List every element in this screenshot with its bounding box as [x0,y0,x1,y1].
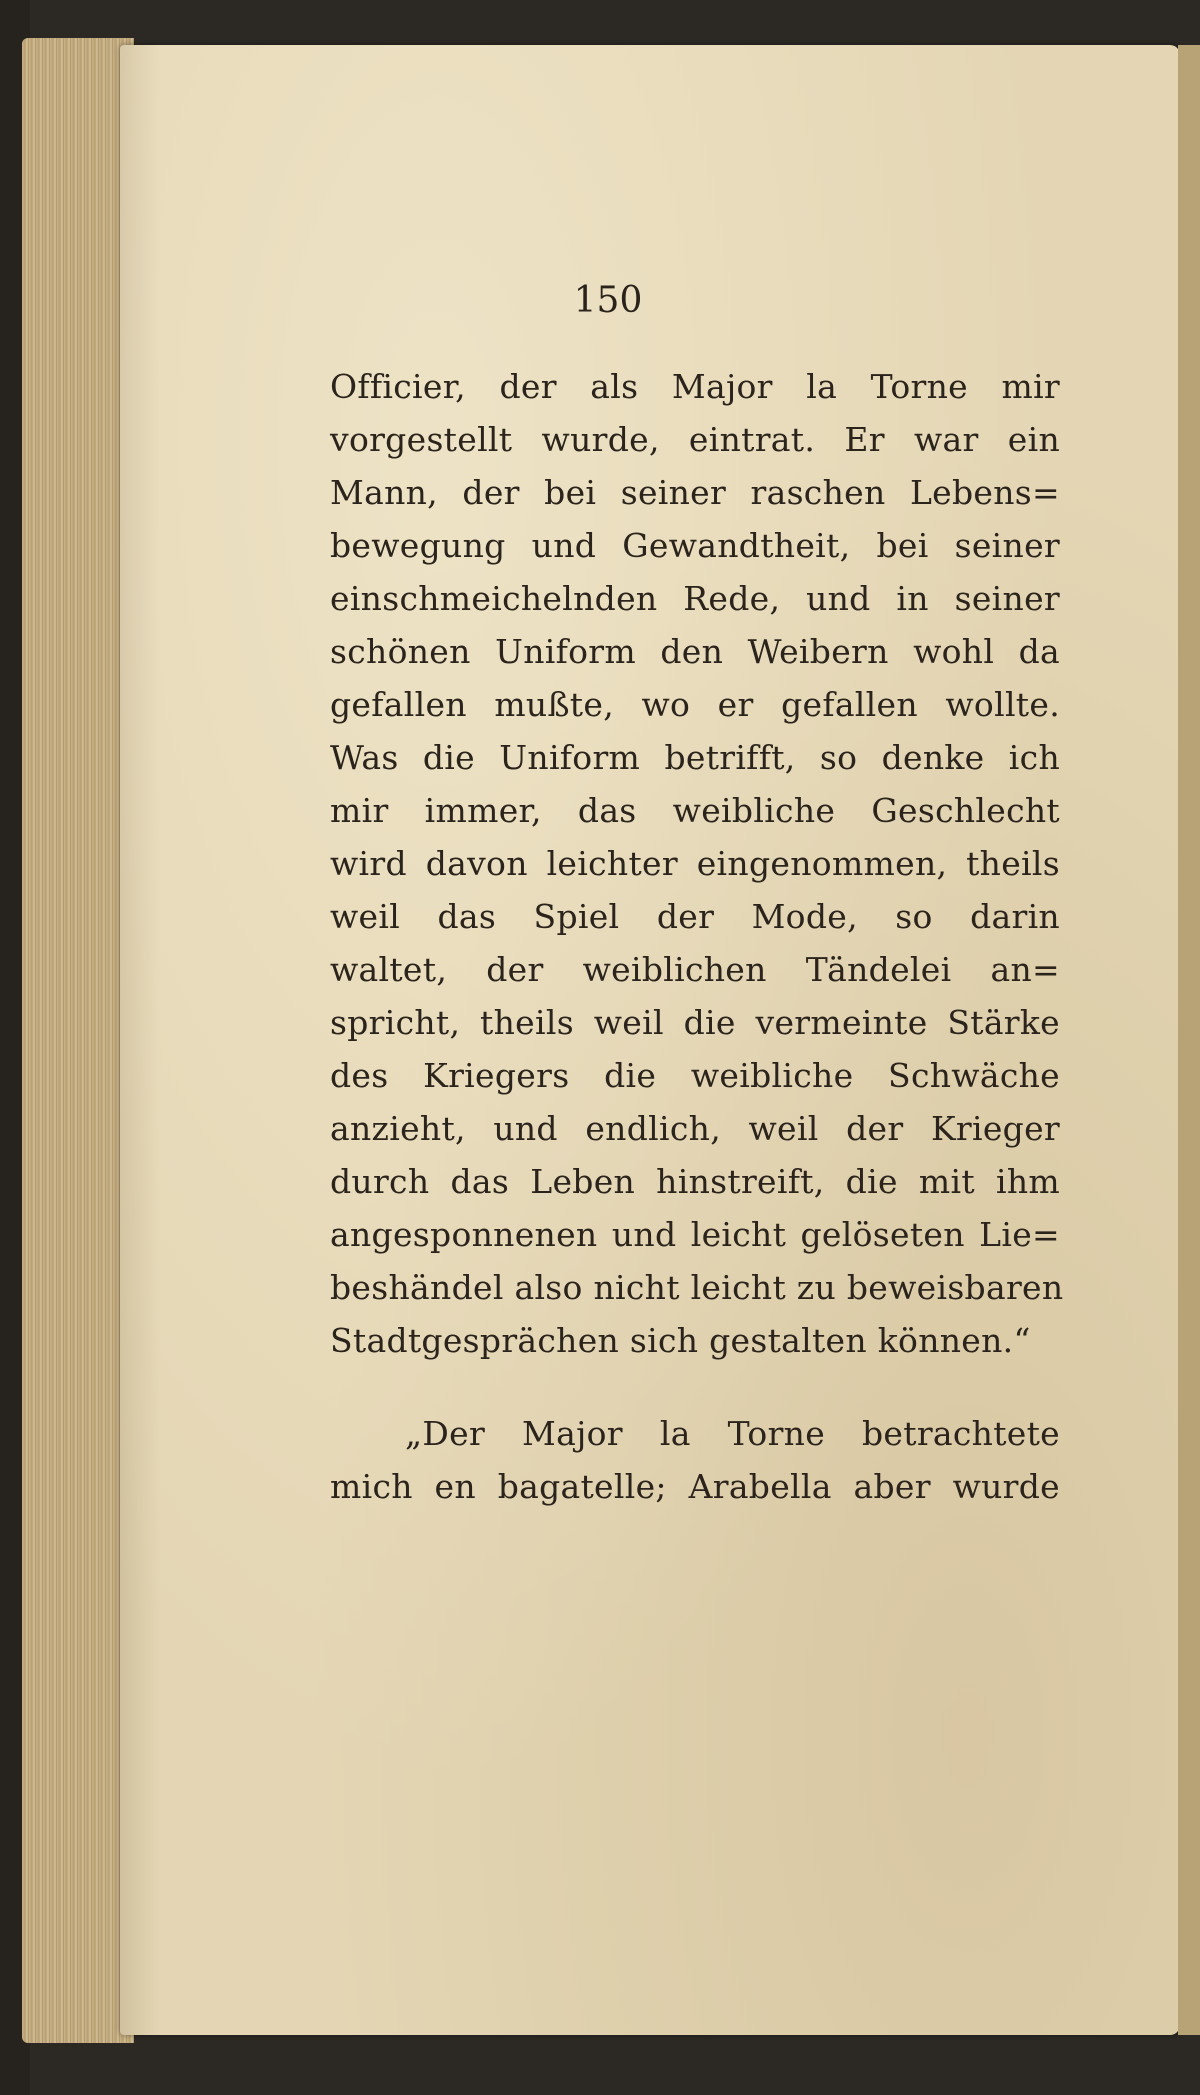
text-line: angesponnenen und leicht gelöseten Lie= [330,1215,1060,1254]
paragraph-gap [330,1367,1060,1407]
text-line: waltet, der weiblichen Tändelei an= [330,950,1060,989]
page-right-edge [1178,45,1200,2035]
text-line: einschmeichelnden Rede, und in seiner [330,579,1060,618]
text-line: spricht, theils weil die vermeinte Stärke [330,1003,1060,1042]
text-line: weil das Spiel der Mode, so darin [330,897,1060,936]
text-line: mir immer, das weibliche Geschlecht [330,791,1060,830]
text-line: des Kriegers die weibliche Schwäche [330,1056,1060,1095]
text-line: schönen Uniform den Weibern wohl da [330,632,1060,671]
text-line: Stadtgesprächen sich gestalten können.“ [330,1321,1031,1360]
text-line: Officier, der als Major la Torne mir [330,367,1060,406]
text-line: Was die Uniform betrifft, so denke ich [330,738,1060,777]
text-line: wird davon leichter eingenommen, theils [330,844,1060,883]
paragraph-1 [330,360,1064,1367]
text-line: anzieht, und endlich, weil der Krieger [330,1109,1060,1148]
text-line: vorgestellt wurde, eintrat. Er war ein [330,420,1060,459]
text-line: bewegung und Gewandtheit, bei seiner [330,526,1060,565]
text-line: mich en bagatelle; Arabella aber wurde [330,1467,1060,1506]
text-line: „Der Major la Torne betrachtete [405,1414,1060,1453]
text-line: beshändel also nicht leicht zu beweisbaren [330,1268,1064,1307]
page-stack-edge [22,38,134,2043]
body-text [330,360,1064,1513]
text-line: Mann, der bei seiner raschen Lebens= [330,473,1060,512]
text-line: gefallen mußte, wo er gefallen wollte. [330,685,1060,724]
page-number: 150 [573,280,643,321]
text-line: durch das Leben hinstreift, die mit ihm [330,1162,1060,1201]
paragraph-2 [330,1407,1060,1513]
